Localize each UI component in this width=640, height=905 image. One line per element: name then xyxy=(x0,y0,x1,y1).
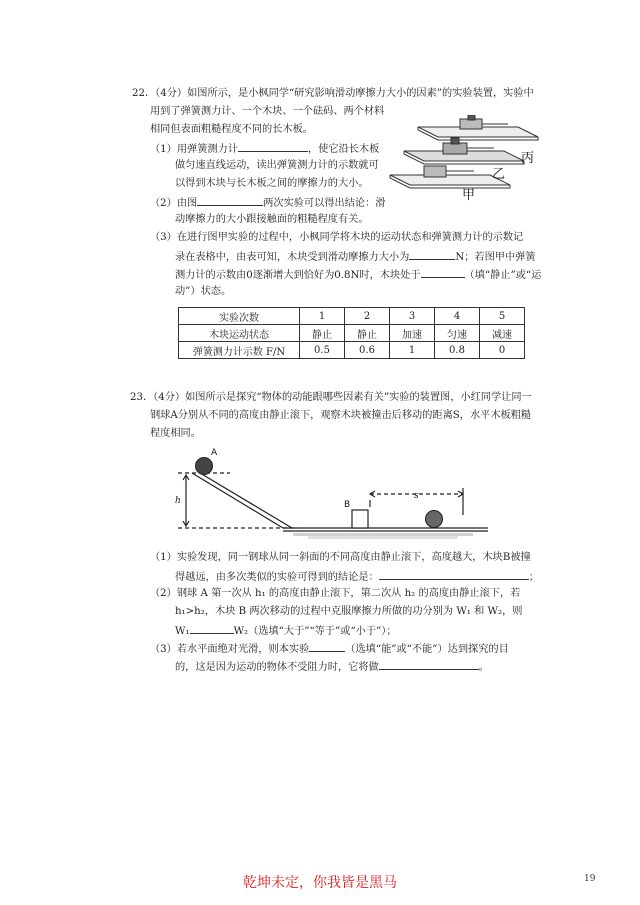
table-cell: 木块运动状态 xyxy=(179,325,300,342)
q23-part1-text-a: 得越远，由多次类似的实验可得到的结论是： xyxy=(175,572,379,583)
table-row xyxy=(179,308,525,325)
q23-line-1: 23．（4分）如图所示是探究“物体的动能跟哪些因素有关”实验的装置图，小红同学让同一 xyxy=(130,392,532,403)
q22-part3-line-1: （3）在进行图甲实验的过程中，小枫同学将木块的运动状态和弹簧测力计的示数记 xyxy=(150,232,524,243)
table-cell: 1 xyxy=(390,342,435,359)
table-row xyxy=(179,342,525,359)
q22-blank-4[interactable] xyxy=(421,267,465,278)
q22-part1-line-2: 做匀速直线运动，读出弹簧测力计的示数就可 xyxy=(175,160,379,171)
table-row xyxy=(179,325,525,342)
table-cell: 0.5 xyxy=(300,342,345,359)
table-cell: 4 xyxy=(435,308,480,325)
table-cell: 0.8 xyxy=(435,342,480,359)
q22-part1-text-b: ，使它沿长木板 xyxy=(307,144,380,155)
q23-part1-text-b: ； xyxy=(528,572,539,583)
q22-friction-figure xyxy=(388,115,548,210)
q23-part2-line-3 xyxy=(175,623,397,639)
q22-data-table xyxy=(178,307,525,359)
q22-part3-text-a: 录在表格中，由表可知，木块受到滑动摩擦力大小为 xyxy=(175,252,410,263)
q22-figure-label-bing: 丙 xyxy=(521,151,535,166)
q23-part3-line-2 xyxy=(175,659,489,675)
q23-part3-text-a: （3）若水平面绝对光滑，则本实验 xyxy=(150,644,310,655)
q23-figure-label-b: B xyxy=(344,500,351,510)
q22-line-1: 22．（4分）如图所示，是小枫同学“研究影响滑动摩擦力大小的因素”的实验装置，实验中 xyxy=(132,88,534,99)
q22-part3-text-d: （填“静止”或“运 xyxy=(464,270,542,281)
q23-part3-line-1 xyxy=(150,641,509,657)
q22-part3-text-b: N；若图甲中弹簧 xyxy=(455,252,536,263)
q22-line-2: 用到了弹簧测力计、一个木块、一个砝码、两个材料 xyxy=(150,106,385,117)
q23-line-2: 钢球A分别从不同的高度由静止滚下，观察木块被撞击后移动的距离S，水平木板粗糙 xyxy=(150,410,532,421)
table-cell: 静止 xyxy=(300,325,345,342)
q23-part3-text-d: 。 xyxy=(478,662,489,673)
table-cell: 匀速 xyxy=(435,325,480,342)
q23-kinetic-energy-figure xyxy=(168,445,498,545)
q22-part2-line-1 xyxy=(150,195,385,211)
table-cell: 弹簧测力计示数 F/N xyxy=(179,342,300,359)
table-cell: 实验次数 xyxy=(179,308,300,325)
table-cell: 3 xyxy=(390,308,435,325)
q23-part2-text-b: W₂（选填“大于”“等于”或“小于”）； xyxy=(233,626,397,637)
table-cell: 静止 xyxy=(345,325,390,342)
q22-line-3: 相同但表面粗糙程度不同的长木板。 xyxy=(150,124,313,135)
q22-blank-1[interactable] xyxy=(238,141,308,152)
q22-part3-line-4: 动”）状态。 xyxy=(175,286,232,297)
q22-part1-line-1 xyxy=(150,141,379,157)
q23-figure-label-h: h xyxy=(175,496,181,506)
q23-blank-4[interactable] xyxy=(379,659,479,670)
q22-part1-line-3: 以得到木块与长木板之间的摩擦力的大小。 xyxy=(175,178,369,189)
table-cell: 0.6 xyxy=(345,342,390,359)
q23-figure-label-s: s xyxy=(414,491,419,501)
table-cell: 2 xyxy=(345,308,390,325)
q22-blank-2[interactable] xyxy=(197,195,263,206)
table-cell: 0 xyxy=(480,342,525,359)
q22-part1-text-a: （1）用弹簧测力计 xyxy=(150,144,238,155)
q22-part2-text-b: 两次实验可以得出结论：滑 xyxy=(263,198,386,209)
q22-part3-line-3 xyxy=(175,267,541,283)
q23-blank-2[interactable] xyxy=(190,623,234,634)
q22-figure-label-yi: 乙 xyxy=(492,167,506,182)
table-cell: 1 xyxy=(300,308,345,325)
q23-blank-1[interactable] xyxy=(379,569,529,580)
q22-blank-3[interactable] xyxy=(409,249,455,260)
table-cell: 减速 xyxy=(480,325,525,342)
q23-part2-line-1: （2）钢球 A 第一次从 h₁ 的高度由静止滚下，第二次从 h₂ 的高度由静止滚下，若 xyxy=(150,588,521,599)
q23-part3-text-b: （选填“能”或“不能”）达到探究的目 xyxy=(345,644,509,655)
q22-part3-text-c: 测力计的示数由0逐渐增大到恰好为0.8N时，木块处于 xyxy=(175,270,421,281)
q23-part3-text-c: 的，这是因为运动的物体不受阻力时，它将做 xyxy=(175,662,379,673)
q22-part2-line-2: 动摩擦力的大小跟接触面的粗糙程度有关。 xyxy=(175,214,369,225)
q22-figure-label-jia: 甲 xyxy=(462,188,476,203)
q23-blank-3[interactable] xyxy=(309,641,345,652)
q23-part2-line-2: h₁>h₂，木块 B 两次移动的过程中克服摩擦力所做的功分别为 W₁ 和 W₂，则 xyxy=(175,606,523,617)
q22-part3-line-2 xyxy=(175,249,536,265)
table-cell: 5 xyxy=(480,308,525,325)
q22-part2-text-a: （2）由图 xyxy=(150,198,198,209)
q23-part1-line-2 xyxy=(175,569,539,585)
page-number: 19 xyxy=(584,874,596,884)
footer-slogan: 乾坤未定，你我皆是黑马 xyxy=(243,875,397,891)
q23-line-3: 程度相同。 xyxy=(150,428,201,439)
table-cell: 加速 xyxy=(390,325,435,342)
q23-figure-label-a: A xyxy=(211,448,218,458)
q23-part2-text-a: W₁ xyxy=(175,626,190,637)
q23-part1-line-1: （1）实验发现，同一钢球从同一斜面的不同高度由静止滚下，高度越大，木块B被撞 xyxy=(150,552,531,563)
